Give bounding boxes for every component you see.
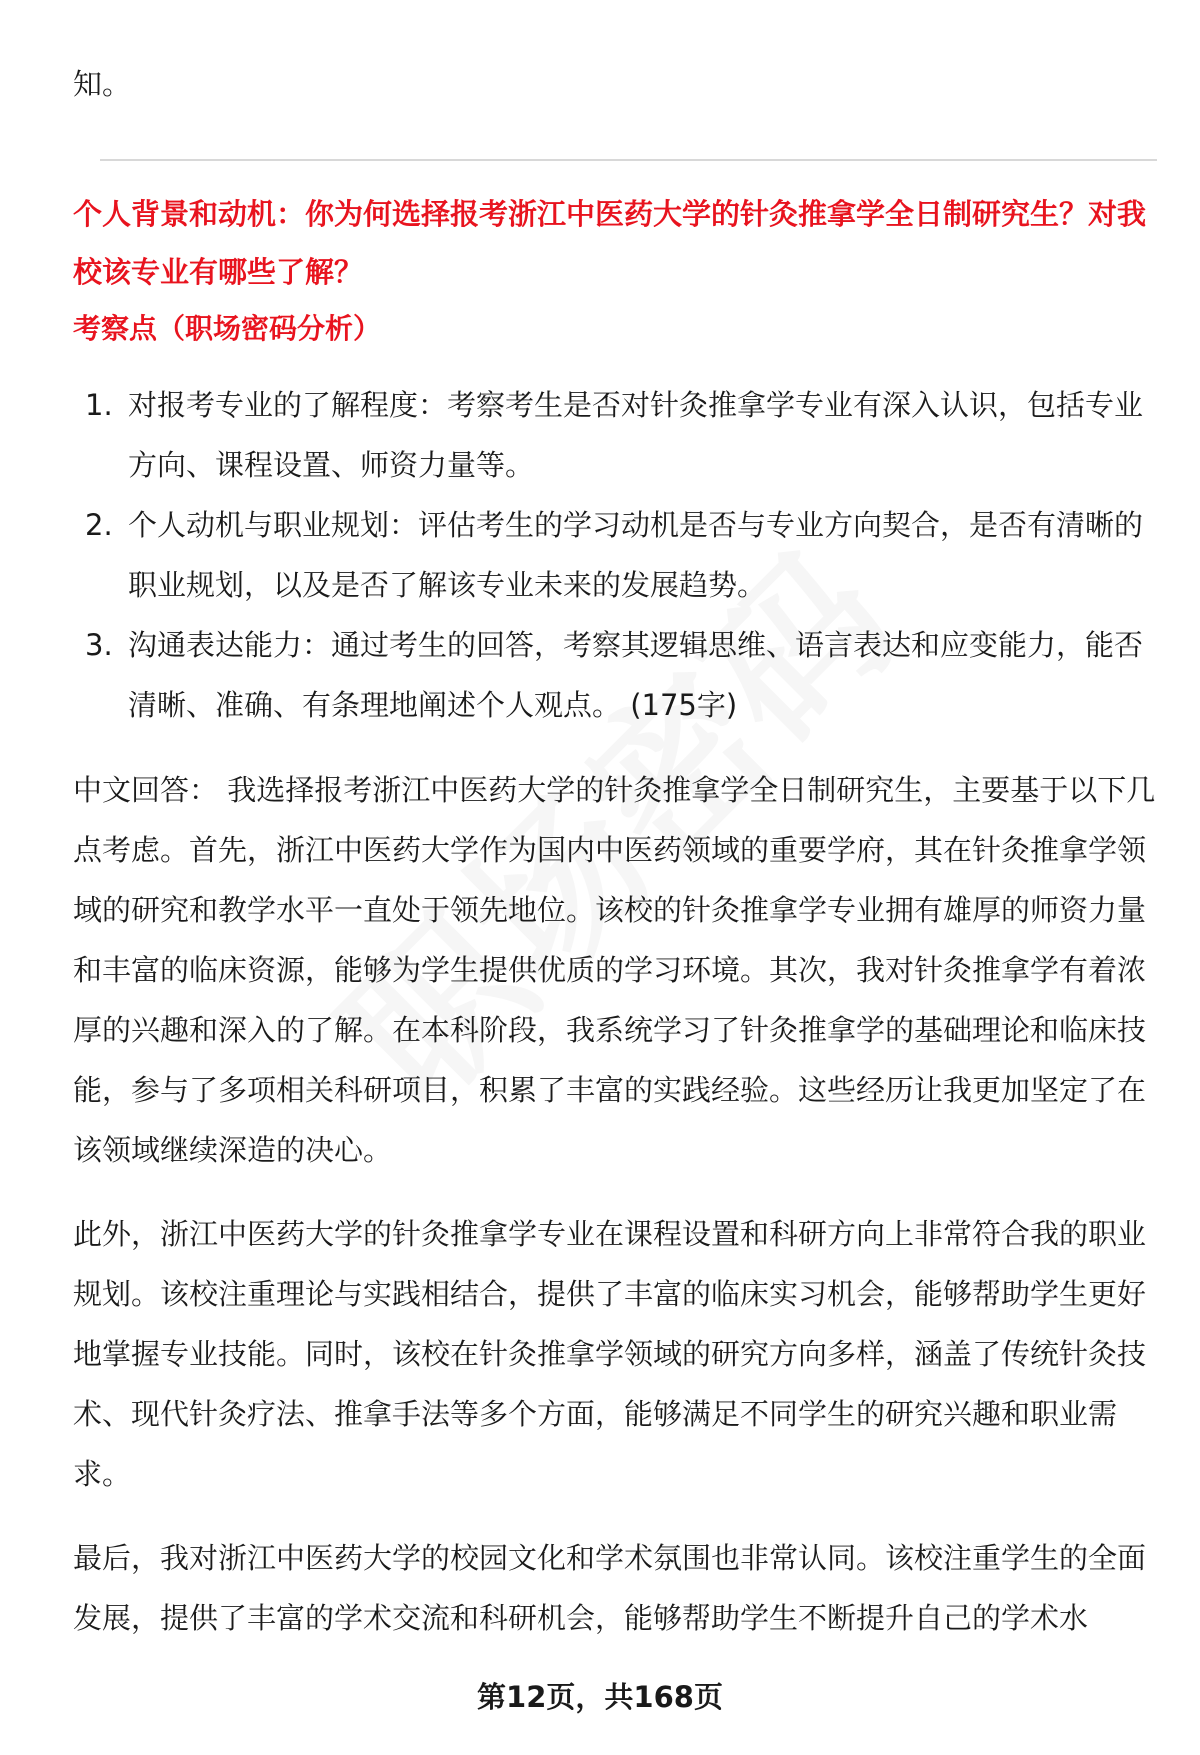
list-item xyxy=(73,495,1158,615)
answer-paragraph: 此外，浙江中医药大学的针灸推拿学专业在课程设置和科研方向上非常符合我的职业规划。该校注重理论与实践相结合，提供了丰富的临床实习机会，能够帮助学生更好地掌握专业技能。同时，该校在针灸推拿学领域的研究方向多样，涵盖了传统针灸技术、现代针灸疗法、推拿手法等多个方面，能够满足不同学生的研究兴趣和职业需求。 xyxy=(73,1217,1147,1491)
answer-paragraph: 中文回答： 我选择报考浙江中医药大学的针灸推拿学全日制研究生，主要基于以下几点考虑。首先，浙江中医药大学作为国内中医药领域的重要学府，其在针灸推拿学领域的研究和教学水平一直处于领先地位。该校的针灸推拿学专业拥有雄厚的师资力量和丰富的临床资源，能够为学生提供优质的学习环境。其次，我对针灸推拿学有着浓厚的兴趣和深入的了解。在本科阶段，我系统学习了针灸推拿学的基础理论和临床技能，参与了多项相关科研项目，积累了丰富的实践经验。这些经历让我更加坚定了在该领域继续深造的决心。 xyxy=(73,773,1156,1167)
list-item-text: 个人动机与职业规划：评估考生的学习动机是否与专业方向契合，是否有清晰的职业规划，以及是否了解该专业未来的发展趋势。 xyxy=(128,508,1144,602)
analysis-heading: 考察点（职场密码分析） xyxy=(73,312,382,345)
list-item-number: 1. xyxy=(85,388,113,422)
analysis-points-list xyxy=(73,375,1158,735)
list-item xyxy=(73,375,1158,495)
previous-paragraph-tail: 知。 xyxy=(73,67,132,101)
list-item-number: 3. xyxy=(85,628,113,662)
question-heading: 个人背景和动机：你为何选择报考浙江中医药大学的针灸推拿学全日制研究生？对我校该专业有哪些了解？ xyxy=(73,197,1147,289)
list-item-text: 对报考专业的了解程度：考察考生是否对针灸推拿学专业有深入认识，包括专业方向、课程设置、师资力量等。 xyxy=(128,388,1144,482)
list-item xyxy=(73,615,1158,735)
answer-body xyxy=(73,760,1158,1672)
section-divider xyxy=(100,159,1157,161)
answer-paragraph: 最后，我对浙江中医药大学的校园文化和学术氛围也非常认同。该校注重学生的全面发展，提供了丰富的学术交流和科研机会，能够帮助学生不断提升自己的学术水 xyxy=(73,1541,1147,1635)
page-number-footer: 第12页，共168页 xyxy=(477,1680,723,1714)
list-item-text: 沟通表达能力：通过考生的回答，考察其逻辑思维、语言表达和应变能力，能否清晰、准确、有条理地阐述个人观点。 (175字) xyxy=(128,628,1144,722)
list-item-number: 2. xyxy=(85,508,113,542)
